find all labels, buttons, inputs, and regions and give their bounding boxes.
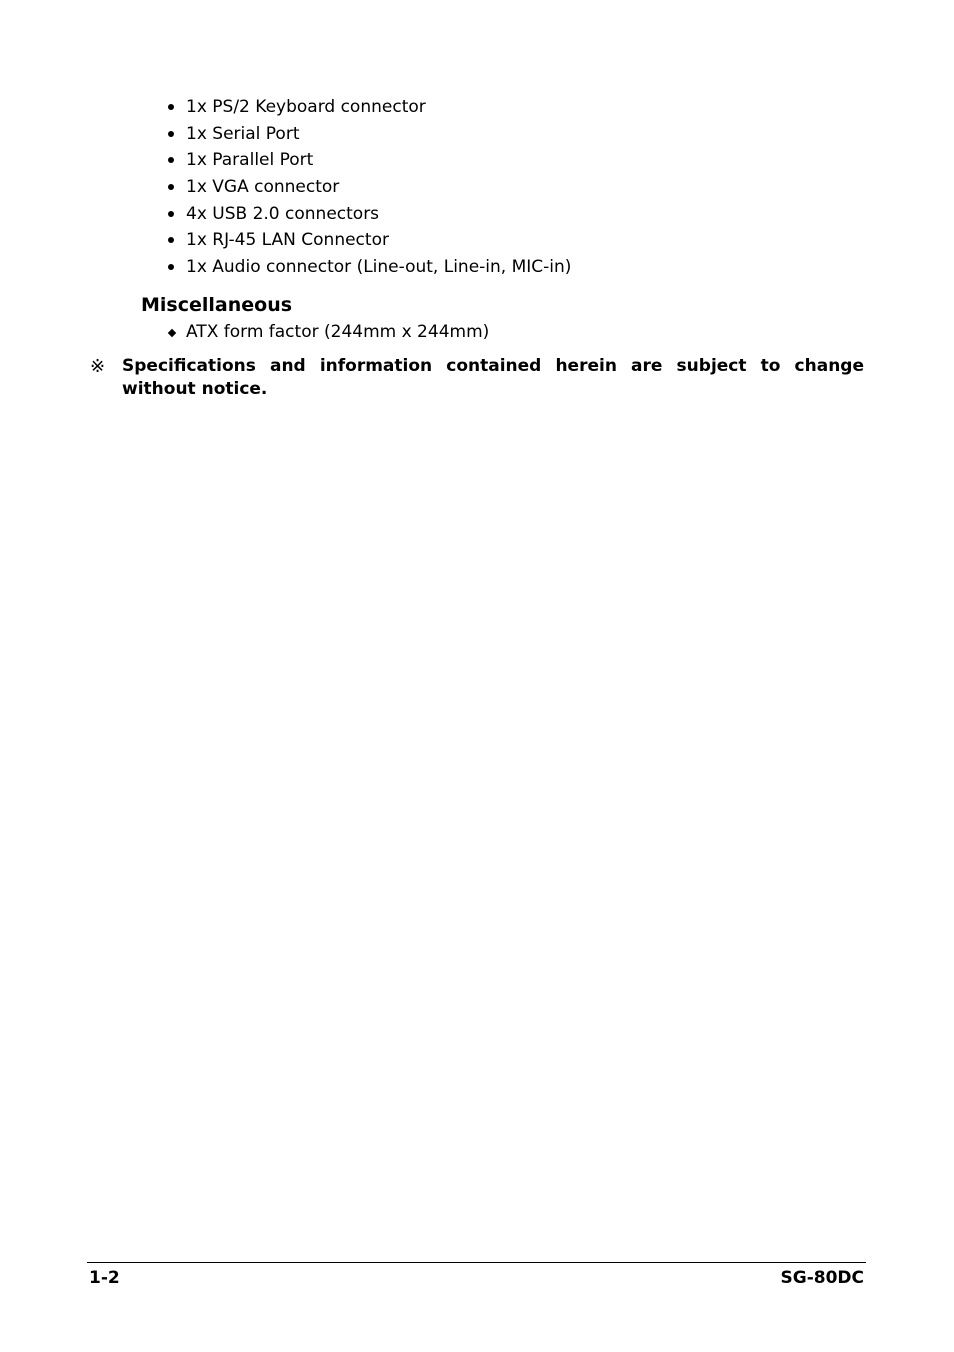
bullet-icon	[168, 184, 174, 190]
list-item	[166, 227, 571, 254]
notice-text: Specifications and information contained herein are subject to change without notice.	[122, 356, 864, 399]
bullet-icon	[168, 264, 174, 270]
list-item-text: 1x Audio connector (Line-out, Line-in, MIC-in)	[186, 257, 572, 278]
section-heading-miscellaneous: Miscellaneous	[141, 294, 293, 316]
bullet-icon	[168, 131, 174, 137]
list-item	[166, 201, 571, 228]
bullet-icon	[168, 211, 174, 217]
reference-mark-icon: ※	[90, 356, 106, 377]
model-name: SG-80DC	[780, 1268, 864, 1288]
list-item	[166, 254, 571, 281]
page-number: 1-2	[89, 1268, 120, 1288]
list-item-text: 4x USB 2.0 connectors	[186, 203, 380, 224]
list-item	[166, 94, 571, 121]
list-item-text: 1x Parallel Port	[186, 150, 314, 171]
connector-list	[166, 94, 571, 281]
list-item-text: ATX form factor (244mm x 244mm)	[186, 322, 490, 342]
list-item-text: 1x VGA connector	[186, 177, 340, 198]
bullet-icon	[168, 157, 174, 163]
bullet-icon	[168, 237, 174, 243]
miscellaneous-list	[166, 319, 489, 345]
bullet-icon	[168, 104, 174, 110]
list-item	[166, 174, 571, 201]
list-item-text: 1x Serial Port	[186, 123, 300, 144]
list-item-text: 1x PS/2 Keyboard connector	[186, 97, 426, 117]
list-item	[166, 147, 571, 174]
diamond-bullet-icon	[168, 329, 176, 337]
footer-divider	[87, 1262, 866, 1263]
list-item	[166, 319, 489, 345]
list-item-text: 1x RJ-45 LAN Connector	[186, 230, 389, 251]
list-item	[166, 121, 571, 148]
